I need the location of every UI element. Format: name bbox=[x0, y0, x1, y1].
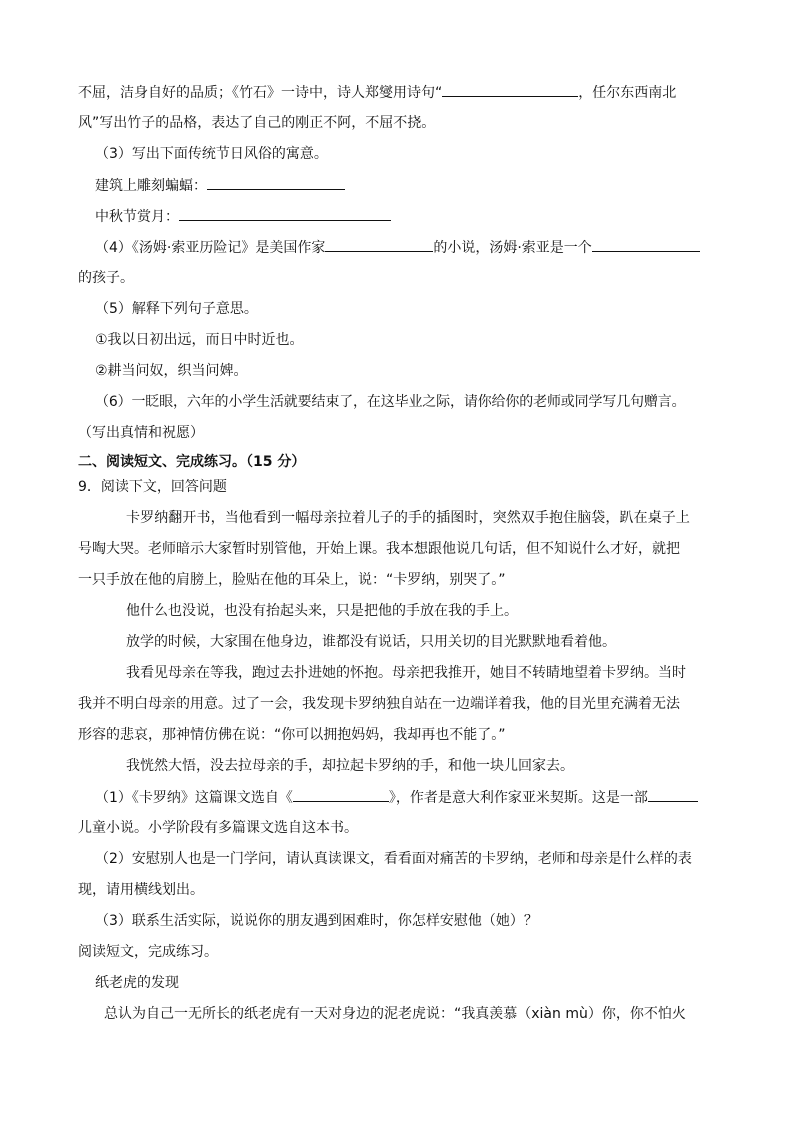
instruction: 阅读短文，完成练习。 bbox=[78, 944, 218, 960]
passage-line: 我恍然大悟，没去拉母亲的手，却拉起卡罗纳的手，和他一块儿回家去。 bbox=[126, 758, 574, 774]
section-heading: 二、阅读短文、完成练习。（15 分） bbox=[78, 454, 306, 470]
fill-blank[interactable] bbox=[207, 175, 345, 190]
text: 不屈，洁身自好的品质；《竹石》一诗中，诗人郑燮用诗句“ bbox=[78, 85, 443, 101]
text-line: （写出真情和祝愿） bbox=[78, 425, 204, 441]
question-5: （5）解释下列句子意思。 bbox=[95, 301, 258, 317]
fill-blank[interactable] bbox=[442, 82, 578, 97]
text-line: ①我以日初出远，而日中时近也。 bbox=[95, 332, 304, 348]
fill-blank[interactable] bbox=[325, 237, 433, 252]
question-4 bbox=[95, 237, 718, 258]
passage-line: 一只手放在他的肩膀上，脸贴在他的耳朵上，说：“卡罗纳，别哭了。” bbox=[78, 572, 506, 588]
text-line: 儿童小说。小学阶段有多篇课文选自这本书。 bbox=[78, 820, 358, 836]
fill-blank[interactable] bbox=[592, 237, 700, 252]
text-line: 风”写出竹子的品格，表达了自己的刚正不阿，不屈不挠。 bbox=[78, 115, 436, 131]
fill-blank[interactable] bbox=[179, 206, 391, 221]
text: ，任尔东西南北 bbox=[578, 85, 677, 101]
text: 中秋节赏月： bbox=[95, 209, 179, 225]
reading-question-1 bbox=[95, 787, 718, 808]
question-9: 9．阅读下文，回答问题 bbox=[78, 479, 227, 495]
text: 》，作者是意大利作家亚米契斯。这是一部 bbox=[388, 790, 648, 806]
fill-blank[interactable] bbox=[648, 787, 698, 802]
text-line bbox=[78, 82, 718, 103]
passage-line: 他什么也没说，也没有抬起头来，只是把他的手放在我的手上。 bbox=[126, 603, 518, 619]
passage-line: 我看见母亲在等我，跑过去扑进她的怀抱。母亲把我推开，她目不转睛地望着卡罗纳。当时 bbox=[126, 665, 686, 681]
text-line bbox=[95, 206, 718, 227]
passage-line: 放学的时候，大家围在他身边，谁都没有说话，只用关切的目光默默地看着他。 bbox=[126, 634, 616, 650]
question-3: （3）写出下面传统节日风俗的寓意。 bbox=[95, 146, 328, 162]
text: （4）《汤姆·索亚历险记》是美国作家 bbox=[95, 240, 326, 256]
text-line: 的孩子。 bbox=[78, 270, 134, 286]
reading-question-2: （2）安慰别人也是一门学问，请认真读课文，看看面对痛苦的卡罗纳，老师和母亲是什么样的表 bbox=[95, 851, 692, 867]
reading-question-3: （3）联系生活实际，说说你的朋友遇到困难时，你怎样安慰他（她）？ bbox=[95, 913, 538, 929]
question-6: （6）一眨眼，六年的小学生活就要结束了，在这毕业之际，请你给你的老师或同学写几句赠言。 bbox=[95, 394, 686, 410]
passage-line: 形容的悲哀，那神情仿佛在说：“你可以拥抱妈妈，我却再也不能了。” bbox=[78, 727, 506, 743]
text-line bbox=[95, 175, 718, 196]
passage-line: 我并不明白母亲的用意。过了一会，我发现卡罗纳独自站在一边端详着我，他的目光里充满着无法 bbox=[78, 696, 680, 712]
passage-line: 号啕大哭。老师暗示大家暂时别管他，开始上课。我本想跟他说几句话，但不知说什么才好，就把 bbox=[78, 541, 680, 557]
text: 的小说，汤姆·索亚是一个 bbox=[433, 240, 592, 256]
text-line: ②耕当问奴，织当问婢。 bbox=[95, 363, 248, 379]
passage-title: 纸老虎的发现 bbox=[95, 975, 179, 991]
text: 建筑上雕刻蝙蝠： bbox=[95, 178, 207, 194]
passage-line: 总认为自己一无所长的纸老虎有一天对身边的泥老虎说：“我真羡慕（xiàn mù）你，你不怕火 bbox=[104, 1006, 686, 1022]
text-line: 现，请用横线划出。 bbox=[78, 882, 204, 898]
passage-line: 卡罗纳翻开书，当他看到一幅母亲拉着儿子的手的插图时，突然双手抱住脑袋，趴在桌子上 bbox=[126, 510, 690, 526]
fill-blank[interactable] bbox=[293, 787, 389, 802]
text: （1）《卡罗纳》这篇课文选自《 bbox=[95, 790, 293, 806]
